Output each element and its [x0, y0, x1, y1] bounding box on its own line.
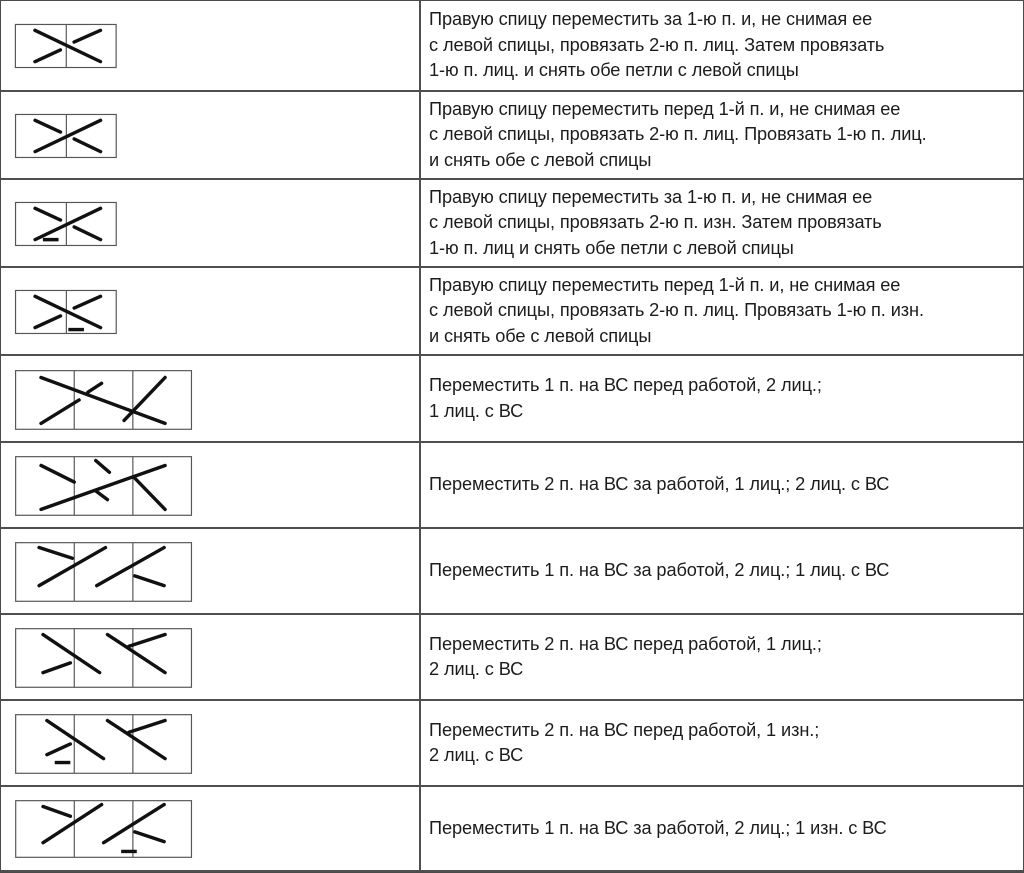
symbol-description: Правую спицу переместить перед 1-й п. и, не снимая ее с левой спицы, провязать 2-ю п. лиц. Провязать 1-ю п. лиц. и снять обе с левой спицы: [429, 98, 927, 170]
symbol-cell: [1, 268, 421, 354]
cable-2-front-1-purl-icon: [1, 701, 421, 785]
symbol-description: Переместить 2 п. на ВС перед работой, 1 лиц.; 2 лиц. с ВС: [429, 633, 822, 679]
table-row: [1, 701, 1023, 787]
symbol-description: Переместить 1 п. на ВС перед работой, 2 лиц.; 1 лиц. с ВС: [429, 375, 822, 421]
left-cross-2-stitch-icon: [1, 92, 421, 178]
left-cross-purl-2-stitch-icon: [1, 268, 421, 354]
cable-1-back-2-purl-icon: [1, 787, 421, 870]
symbol-cell: [1, 180, 421, 266]
symbol-description: Правую спицу переместить за 1-ю п. и, не снимая ее с левой спицы, провязать 2-ю п. лиц. Затем провязать 1-ю п. лиц. и снять обе петли с левой спицы: [429, 9, 885, 81]
table-row: [1, 180, 1023, 268]
cable-1-over-2-front-icon: [1, 356, 421, 441]
table-row: [1, 787, 1023, 872]
symbol-cell: [1, 529, 421, 613]
symbol-description: Переместить 2 п. на ВС за работой, 1 лиц.; 2 лиц. с ВС: [429, 474, 890, 495]
table-row: [1, 615, 1023, 701]
cable-1-back-2-icon: [1, 529, 421, 613]
table-row: [1, 268, 1023, 356]
cable-2-over-1-back-icon: [1, 443, 421, 527]
table-row: [1, 92, 1023, 180]
symbol-description: Переместить 1 п. на ВС за работой, 2 лиц.; 1 изн. с ВС: [429, 817, 887, 838]
symbol-cell: [1, 1, 421, 90]
symbol-description: Переместить 1 п. на ВС за работой, 2 лиц.; 1 лиц. с ВС: [429, 560, 890, 581]
symbol-cell: [1, 92, 421, 178]
right-cross-2-stitch-icon: [1, 1, 421, 90]
table-row: [1, 529, 1023, 615]
symbol-description: Переместить 2 п. на ВС перед работой, 1 изн.; 2 лиц. с ВС: [429, 719, 820, 765]
cable-2-front-1-icon: [1, 615, 421, 699]
right-cross-purl-2-stitch-icon: [1, 180, 421, 266]
symbol-cell: [1, 701, 421, 785]
symbol-cell: [1, 443, 421, 527]
symbol-description: Правую спицу переместить за 1-ю п. и, не снимая ее с левой спицы, провязать 2-ю п. изн. Затем провязать 1-ю п. лиц и снять обе петли с левой спицы: [429, 186, 882, 258]
table-row: [1, 443, 1023, 529]
table-row: [1, 1, 1023, 92]
symbol-cell: [1, 787, 421, 870]
symbol-cell: [1, 615, 421, 699]
symbol-description: Правую спицу переместить перед 1-й п. и, не снимая ее с левой спицы, провязать 2-ю п. лиц. Провязать 1-ю п. изн. и снять обе с левой спицы: [429, 274, 924, 346]
table-row: [1, 356, 1023, 443]
symbol-cell: [1, 356, 421, 441]
